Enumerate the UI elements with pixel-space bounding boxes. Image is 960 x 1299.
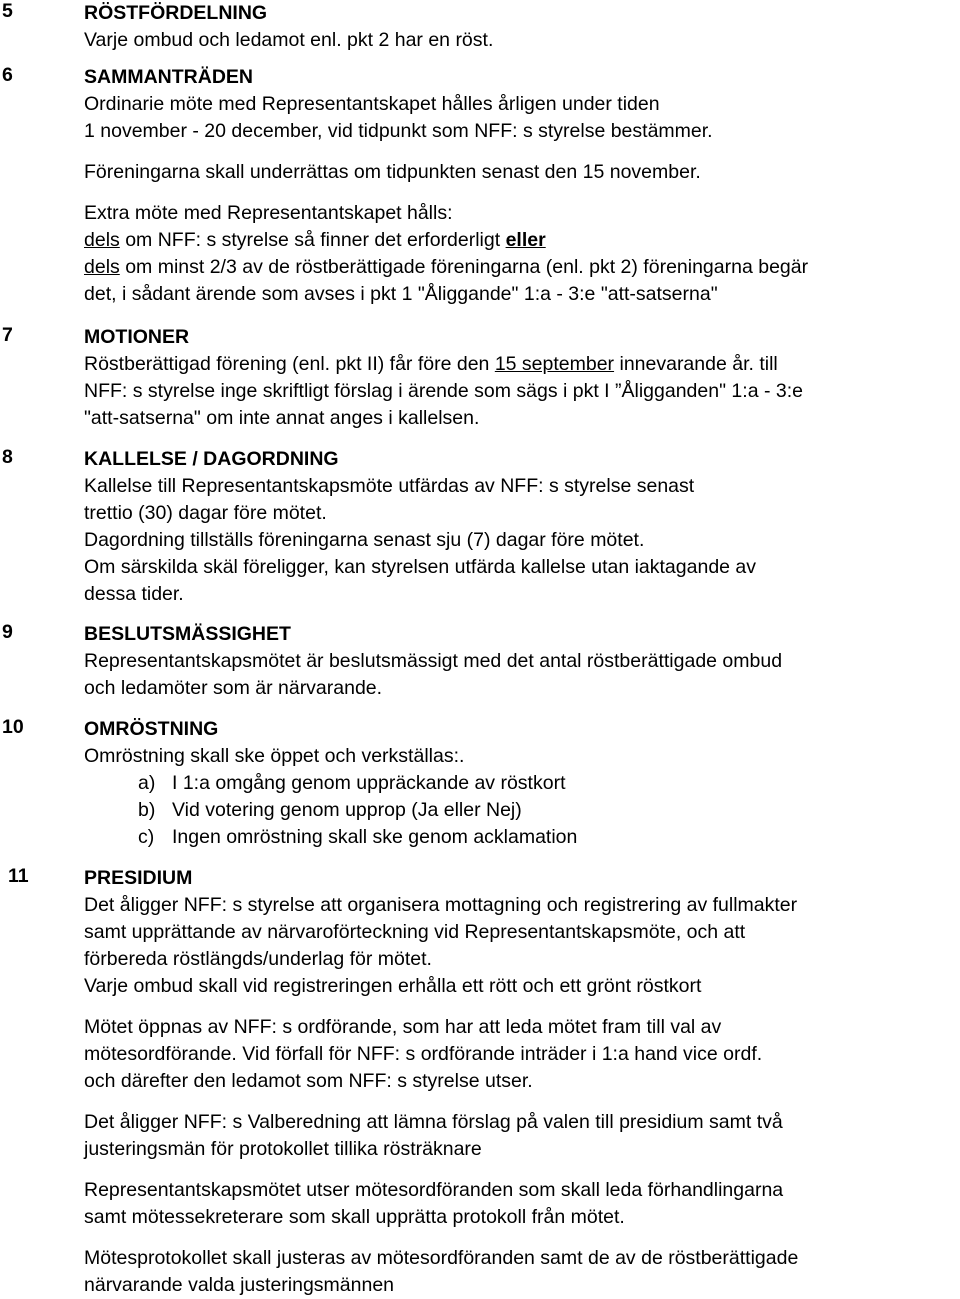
list-item-text: Ingen omröstning skall ske genom acklamation — [172, 826, 578, 848]
list-item — [84, 824, 958, 851]
vote-method-list — [84, 770, 958, 851]
inline-text: om minst 2/3 av de röstberättigade föreningarna (enl. pkt 2) föreningarna begär — [119, 256, 809, 278]
paragraph-line: dessa tider. — [84, 583, 184, 605]
paragraph-line: Dagordning tillställs föreningarna senast sju (7) dagar före mötet. — [84, 529, 645, 551]
inline-text: Röstberättigad förening (enl. pkt II) får före den — [84, 353, 495, 375]
paragraph-line: Om särskilda skäl föreligger, kan styrelsen utfärda kallelse utan iaktagande av — [84, 556, 757, 578]
paragraph-line: samt upprättande av närvaroförteckning vid Representantskapsmöte, och att — [84, 921, 746, 943]
section-content — [84, 865, 958, 1299]
list-item — [84, 797, 958, 824]
list-item-label: a) — [138, 772, 156, 794]
paragraph-line: Representantskapsmötet är beslutsmässigt med det antal röstberättigade ombud — [84, 650, 783, 672]
underlined-text: dels — [84, 256, 120, 278]
section-content — [84, 621, 958, 702]
section-title: SAMMANTRÄDEN — [84, 66, 253, 88]
paragraph-line — [84, 254, 958, 281]
paragraph-line: justeringsmän för protokollet tillika rösträknare — [84, 1138, 482, 1160]
section-title: BESLUTSMÄSSIGHET — [84, 623, 291, 645]
paragraph-line: Representantskapsmötet utser mötesordföranden som skall leda förhandlingarna — [84, 1179, 784, 1201]
section-number: 10 — [2, 716, 24, 738]
section-title: RÖSTFÖRDELNING — [84, 2, 268, 24]
list-item-text: I 1:a omgång genom uppräckande av röstkort — [172, 772, 566, 794]
paragraph-line: mötesordförande. Vid förfall för NFF: s ordförande inträder i 1:a hand vice ordf. — [84, 1043, 763, 1065]
section-content — [84, 716, 958, 851]
inline-text: om NFF: s styrelse så finner det erforderligt — [119, 229, 506, 251]
emphasized-text: eller — [505, 229, 546, 251]
paragraph-line: och ledamöter som är närvarande. — [84, 677, 383, 699]
section-number: 7 — [2, 324, 13, 346]
section-number: 6 — [2, 64, 13, 86]
paragraph-line: det, i sådant ärende som avses i pkt 1 "Åliggande" 1:a - 3:e "att-satserna" — [84, 283, 718, 305]
paragraph-line: Mötet öppnas av NFF: s ordförande, som har att leda mötet fram till val av — [84, 1016, 722, 1038]
section-content — [84, 324, 958, 432]
section-content — [84, 64, 958, 308]
paragraph-line: samt mötessekreterare som skall upprätta protokoll från mötet. — [84, 1206, 625, 1228]
paragraph-line: trettio (30) dagar före mötet. — [84, 502, 327, 524]
paragraph-line: 1 november - 20 december, vid tidpunkt som NFF: s styrelse bestämmer. — [84, 120, 713, 142]
paragraph-line: förbereda röstlängds/underlag för mötet. — [84, 948, 432, 970]
paragraph-line: och därefter den ledamot som NFF: s styrelse utser. — [84, 1070, 533, 1092]
paragraph-line: Föreningarna skall underrättas om tidpunkten senast den 15 november. — [84, 161, 701, 183]
paragraph-line: NFF: s styrelse inge skriftligt förslag i ärende som sägs i pkt I ”Åligganden" 1:a - 3:e — [84, 380, 803, 402]
paragraph-line: Kallelse till Representantskapsmöte utfärdas av NFF: s styrelse senast — [84, 475, 695, 497]
paragraph-line: Extra möte med Representantskapet hålls: — [84, 202, 453, 224]
paragraph-line: "att-satserna" om inte annat anges i kallelsen. — [84, 407, 480, 429]
section-number: 11 — [8, 865, 29, 887]
paragraph-line: Mötesprotokollet skall justeras av mötesordföranden samt de av de röstberättigade — [84, 1247, 799, 1269]
underlined-text: dels — [84, 229, 120, 251]
section-title: MOTIONER — [84, 326, 190, 348]
section-number: 5 — [2, 0, 13, 22]
paragraph-line: närvarande valda justeringsmännen — [84, 1274, 395, 1296]
paragraph-line: Det åligger NFF: s styrelse att organisera mottagning och registrering av fullmakter — [84, 894, 798, 916]
list-item-text: Vid votering genom upprop (Ja eller Nej) — [172, 799, 522, 821]
section-number: 8 — [2, 446, 13, 468]
paragraph-line — [84, 227, 958, 254]
underlined-text: 15 september — [494, 353, 615, 375]
paragraph-line: Omröstning skall ske öppet och verkställas:. — [84, 745, 465, 767]
section-content — [84, 0, 958, 54]
section-content — [84, 446, 958, 608]
section-number: 9 — [2, 621, 13, 643]
list-item — [84, 770, 958, 797]
paragraph-line — [84, 351, 958, 378]
paragraph-line: Varje ombud skall vid registreringen erhålla ett rött och ett grönt röstkort — [84, 975, 702, 997]
paragraph-line: Varje ombud och ledamot enl. pkt 2 har en röst. — [84, 29, 494, 51]
paragraph-line: Ordinarie möte med Representantskapet hålles årligen under tiden — [84, 93, 660, 115]
inline-text: innevarande år. till — [614, 353, 778, 375]
list-item-label: c) — [138, 826, 155, 848]
paragraph-line: Det åligger NFF: s Valberedning att lämna förslag på valen till presidium samt två — [84, 1111, 783, 1133]
section-title: KALLELSE / DAGORDNING — [84, 448, 339, 470]
list-item-label: b) — [138, 799, 156, 821]
section-title: OMRÖSTNING — [84, 718, 219, 740]
section-title: PRESIDIUM — [84, 867, 193, 889]
